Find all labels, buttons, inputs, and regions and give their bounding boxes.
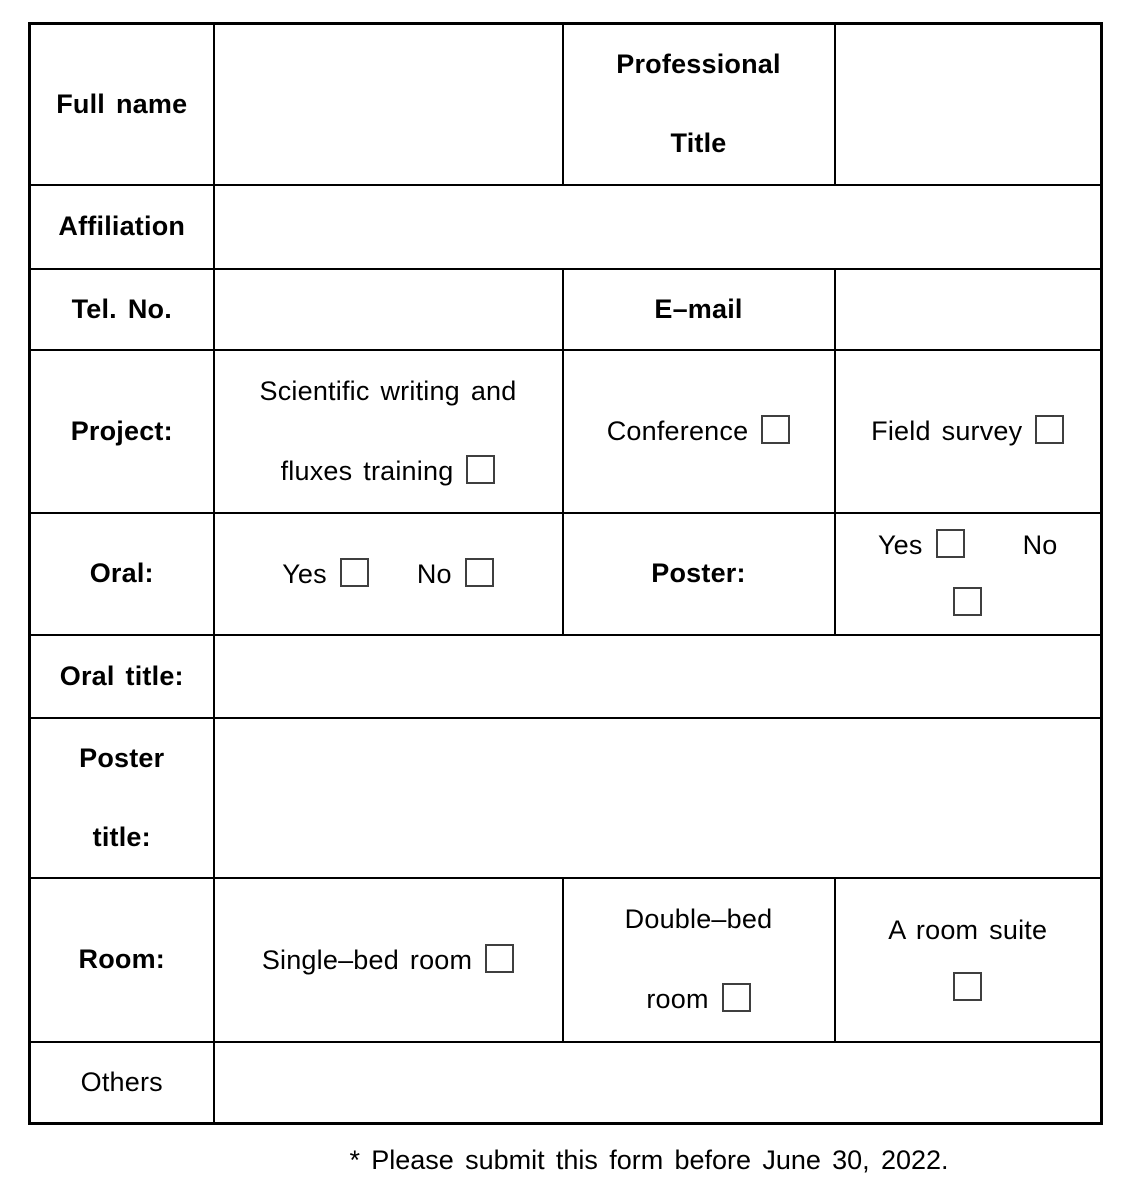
poster-title-value-cell[interactable] — [214, 718, 1102, 878]
project-option-fluxes-training-cell — [214, 350, 563, 513]
oral-yes-no-cell — [214, 513, 563, 635]
room-label-cell — [30, 878, 214, 1042]
project-label-cell — [30, 350, 214, 513]
checkbox-oral-yes[interactable] — [340, 558, 369, 587]
checkbox-poster-no[interactable] — [953, 587, 982, 616]
fluxes-training-label-line2: fluxes training — [280, 455, 454, 486]
row-project — [30, 350, 1102, 513]
full-name-label: Full name — [56, 88, 188, 119]
poster-title-label-cell — [30, 718, 214, 878]
affiliation-value-cell[interactable] — [214, 185, 1102, 269]
oral-no-label: No — [416, 558, 452, 589]
row-oral-poster — [30, 513, 1102, 635]
registration-form-table — [28, 22, 1103, 1125]
oral-label-cell — [30, 513, 214, 635]
affiliation-label: Affiliation — [58, 211, 186, 241]
poster-yes-no-cell — [835, 513, 1102, 635]
row-others — [30, 1042, 1102, 1124]
full-name-label-cell — [30, 24, 214, 185]
project-option-field-survey-cell — [835, 350, 1102, 513]
checkbox-conference[interactable] — [761, 415, 790, 444]
others-label-cell — [30, 1042, 214, 1124]
room-option-single-bed-cell — [214, 878, 563, 1042]
poster-label: Poster: — [651, 558, 746, 588]
oral-yes-label: Yes — [282, 558, 327, 589]
poster-title-label-line1: Poster — [79, 742, 165, 773]
checkbox-single-bed-room[interactable] — [485, 944, 514, 973]
row-full-name — [30, 24, 1102, 185]
checkbox-oral-no[interactable] — [465, 558, 494, 587]
checkbox-room-suite[interactable] — [953, 972, 982, 1001]
professional-title-label-line1: Professional — [616, 49, 781, 80]
email-value-cell[interactable] — [835, 269, 1102, 350]
oral-title-label: Oral title: — [59, 660, 184, 691]
row-tel-email — [30, 269, 1102, 350]
email-label-cell — [563, 269, 835, 350]
oral-label: Oral: — [89, 558, 154, 588]
full-name-value-cell[interactable] — [214, 24, 563, 185]
room-suite-label: A room suite — [888, 915, 1048, 945]
checkbox-field-survey[interactable] — [1035, 415, 1064, 444]
oral-title-value-cell[interactable] — [214, 635, 1102, 718]
room-option-double-bed-cell — [563, 878, 835, 1042]
professional-title-label-cell — [563, 24, 835, 185]
poster-title-label-line2: title: — [92, 821, 151, 852]
row-poster-title — [30, 718, 1102, 878]
fluxes-training-label-line1: Scientific writing and — [259, 375, 517, 406]
others-label: Others — [80, 1066, 163, 1097]
row-oral-title — [30, 635, 1102, 718]
room-label: Room: — [78, 944, 165, 974]
checkbox-double-bed-room[interactable] — [722, 983, 751, 1012]
professional-title-value-cell[interactable] — [835, 24, 1102, 185]
project-option-conference-cell — [563, 350, 835, 513]
field-survey-label: Field survey — [871, 416, 1023, 446]
checkbox-poster-yes[interactable] — [936, 529, 965, 558]
tel-label-cell — [30, 269, 214, 350]
double-bed-room-label-line1: Double–bed — [624, 904, 773, 934]
others-value-cell[interactable] — [214, 1042, 1102, 1124]
oral-title-label-cell — [30, 635, 214, 718]
submit-deadline-note: * Please submit this form before June 30, 2022. — [349, 1145, 949, 1175]
conference-label: Conference — [606, 416, 749, 446]
poster-yes-label: Yes — [877, 529, 923, 560]
professional-title-label-line2: Title — [670, 128, 727, 159]
poster-no-label: No — [1022, 529, 1058, 560]
tel-label: Tel. No. — [71, 293, 172, 324]
poster-label-cell — [563, 513, 835, 635]
double-bed-room-label-line2: room — [646, 984, 709, 1014]
tel-value-cell[interactable] — [214, 269, 563, 350]
project-label: Project: — [70, 415, 173, 446]
room-option-suite-cell — [835, 878, 1102, 1042]
affiliation-label-cell — [30, 185, 214, 269]
row-room — [30, 878, 1102, 1042]
single-bed-room-label: Single–bed room — [261, 944, 473, 975]
row-affiliation — [30, 185, 1102, 269]
email-label: E–mail — [654, 293, 743, 324]
checkbox-fluxes-training[interactable] — [466, 455, 495, 484]
